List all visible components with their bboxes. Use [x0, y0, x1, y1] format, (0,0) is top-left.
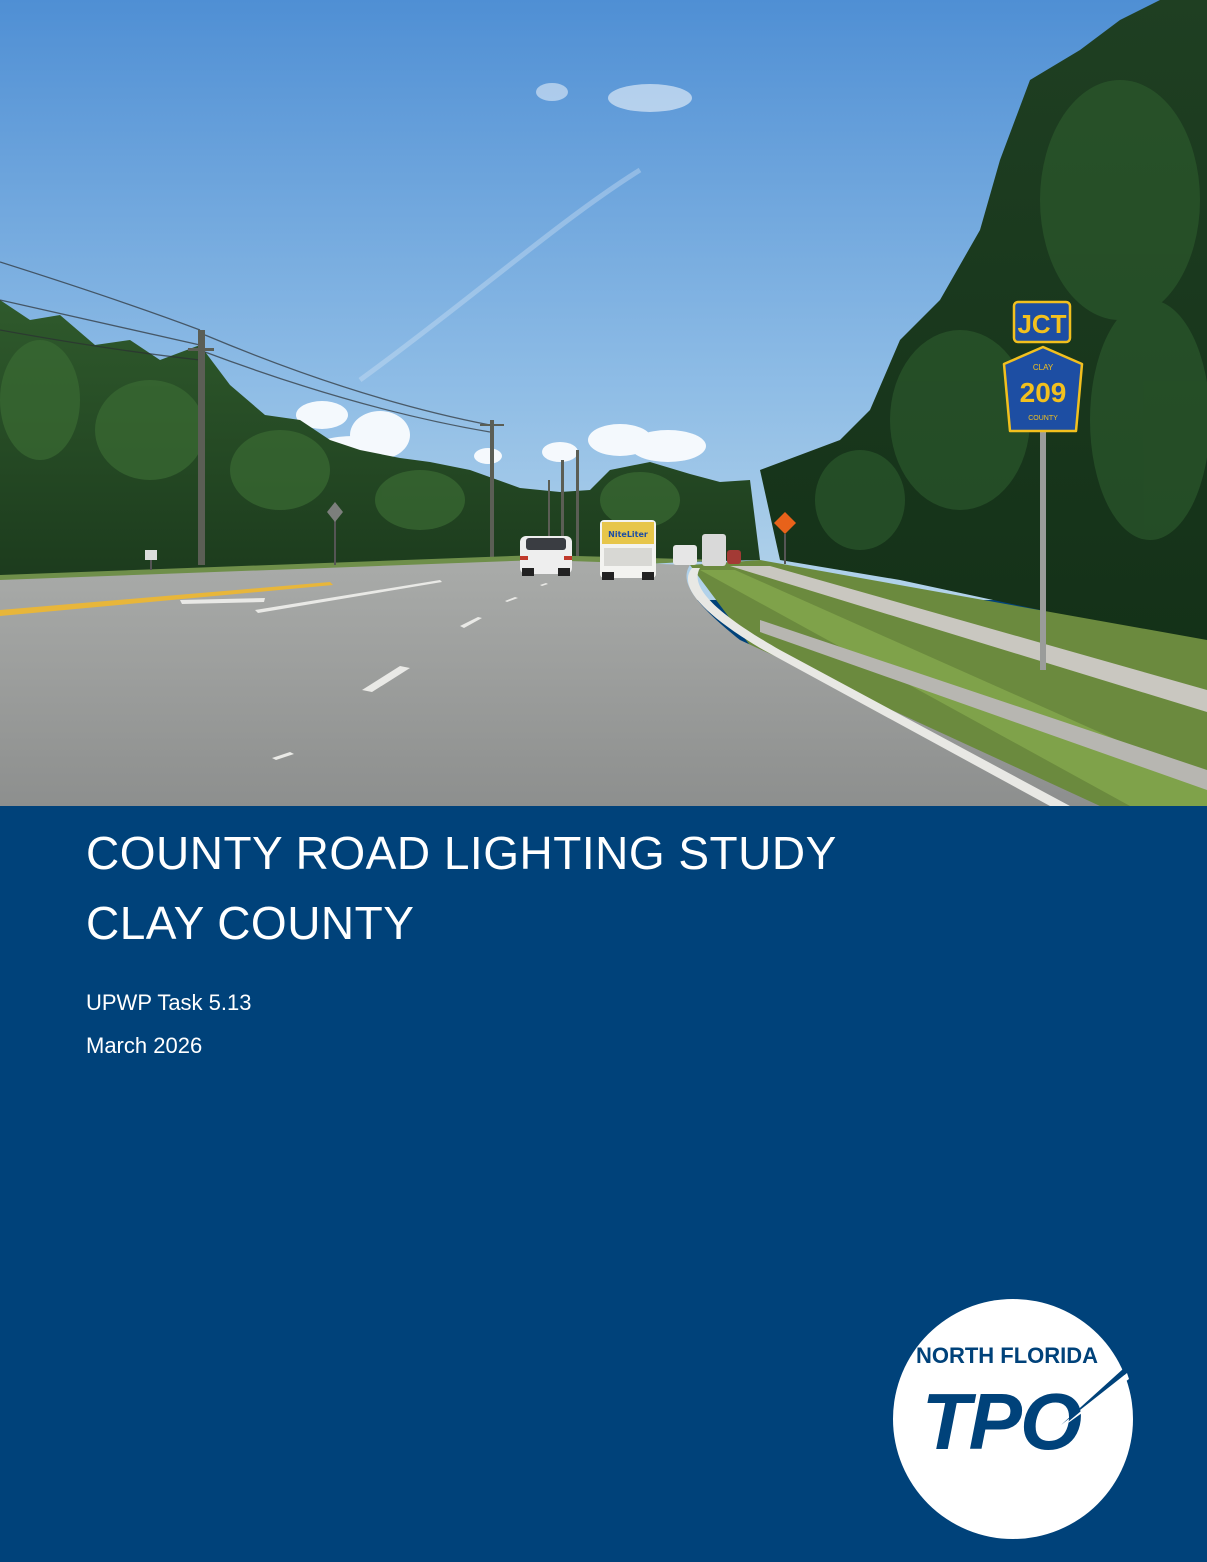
logo-line-2: TPO — [921, 1377, 1081, 1466]
sign-county-text: COUNTY — [1028, 415, 1058, 422]
task-number: UPWP Task 5.13 — [86, 990, 252, 1015]
sign-jct-text: JCT — [1017, 309, 1067, 339]
logo-line-1: NORTH FLORIDA — [915, 1343, 1099, 1368]
north-florida-tpo-logo — [891, 1297, 1135, 1541]
sign-route-number: 209 — [1019, 377, 1067, 408]
truck-label: NiteLiter — [608, 530, 648, 539]
sign-post — [1040, 420, 1046, 670]
route-sign — [1004, 302, 1082, 431]
sign-clay-text: CLAY — [1032, 363, 1054, 372]
report-date: March 2026 — [86, 1033, 203, 1058]
report-title-line-2: CLAY COUNTY — [86, 897, 415, 949]
report-title-line-1: COUNTY ROAD LIGHTING STUDY — [86, 827, 837, 879]
